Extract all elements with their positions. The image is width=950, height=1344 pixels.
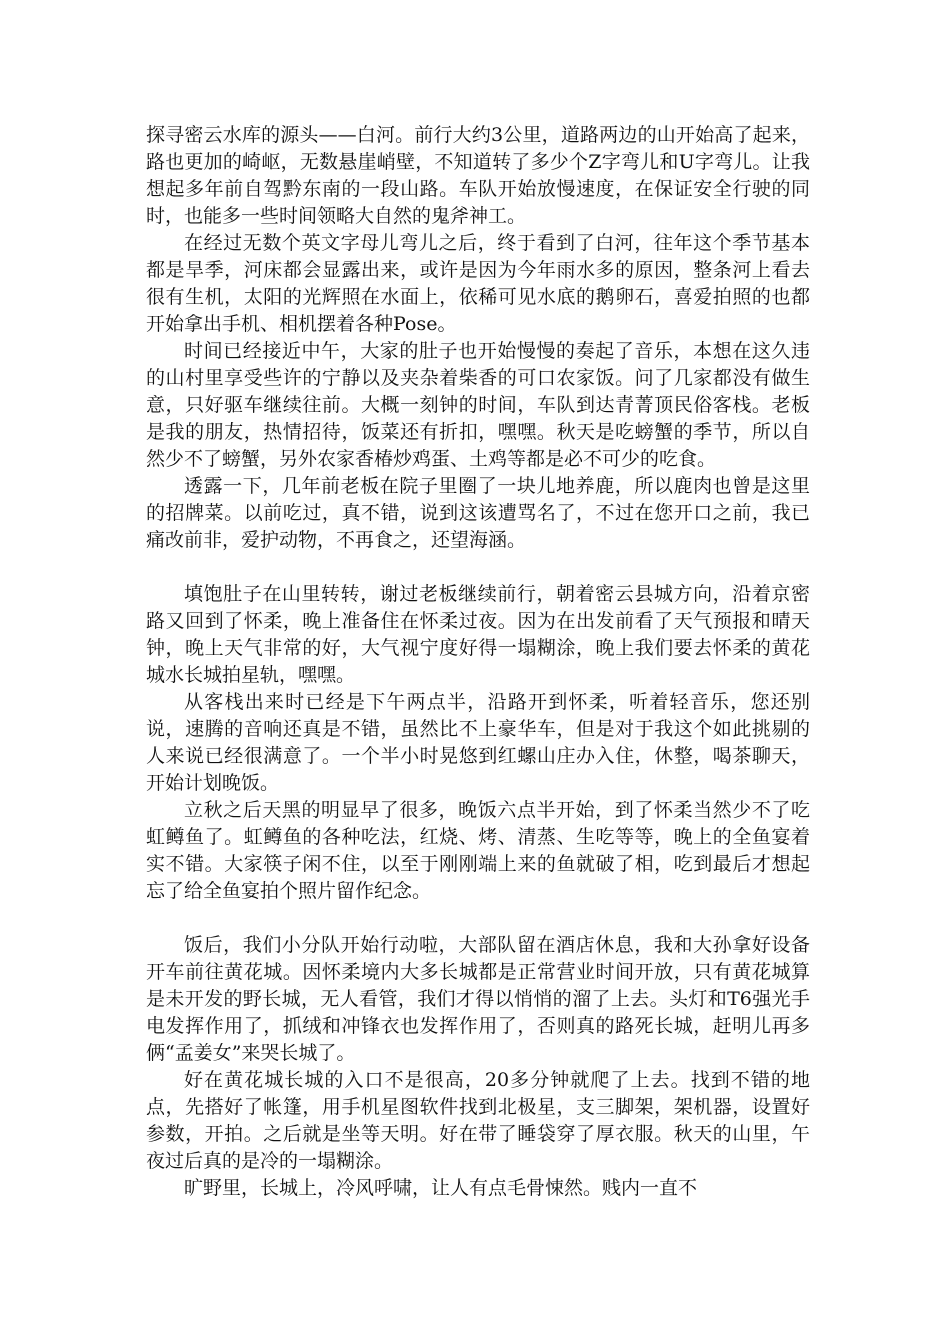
paragraph-6: 从客栈出来时已经是下午两点半，沿路开到怀柔，听着轻音乐，您还别说，速腾的音响还真是不错，虽然比不上豪华车，但是对于我这个如此挑剔的人来说已经很满意了。一个半小时晃悠到红螺山庄办入住，休整，喝茶聊天，开始计划晚饭。 <box>146 691 810 794</box>
paragraph-8: 饭后，我们小分队开始行动啦，大部队留在酒店休息，我和大孙拿好设备开车前往黄花城。因怀柔境内大多长城都是正常营业时间开放，只有黄花城算是未开发的野长城，无人看管，我们才得以悄悄的溜了上去。头灯和T6强光手电发挥作用了，抓绒和冲锋衣也发挥作用了，否则真的路死长城，赶明儿再多俩“孟姜女”来哭长城了。 <box>146 934 810 1064</box>
paragraph-3: 时间已经接近中午，大家的肚子也开始慢慢的奏起了音乐，本想在这久违的山村里享受些许的宁静以及夹杂着柴香的可口农家饭。问了几家都没有做生意，只好驱车继续往前。大概一刻钟的时间，车队到达青菁顶民俗客栈。老板是我的朋友，热情招待，饭菜还有折扣，嘿嘿。秋天是吃螃蟹的季节，所以自然少不了螃蟹，另外农家香椿炒鸡蛋、土鸡等都是必不可少的吃食。 <box>146 340 810 470</box>
paragraph-5: 填饱肚子在山里转转，谢过老板继续前行，朝着密云县城方向，沿着京密路又回到了怀柔，晚上准备住在怀柔过夜。因为在出发前看了天气预报和晴天钟，晚上天气非常的好，大气视宁度好得一塌糊涂，晚上我们要去怀柔的黄花城水长城拍星轨，嘿嘿。 <box>146 583 810 686</box>
paragraph-7: 立秋之后天黑的明显早了很多，晚饭六点半开始，到了怀柔当然少不了吃虹鳟鱼了。虹鳟鱼的各种吃法，红烧、烤、清蒸、生吃等等，晚上的全鱼宴着实不错。大家筷子闲不住，以至于刚刚端上来的鱼就破了相，吃到最后才想起忘了给全鱼宴拍个照片留作纪念。 <box>146 799 810 902</box>
paragraph-4: 透露一下，几年前老板在院子里圈了一块儿地养鹿，所以鹿肉也曾是这里的招牌菜。以前吃过，真不错，说到这该遭骂名了，不过在您开口之前，我已痛改前非，爱护动物，不再食之，还望海涵。 <box>146 475 810 551</box>
paragraph-10: 旷野里，长城上，冷风呼啸，让人有点毛骨悚然。贱内一直不 <box>184 1177 698 1199</box>
paragraph-9: 好在黄花城长城的入口不是很高，20多分钟就爬了上去。找到不错的地点，先搭好了帐篷，用手机星图软件找到北极星，支三脚架，架机器，设置好参数，开拍。之后就是坐等天明。好在带了睡袋穿了厚衣服。秋天的山里，午夜过后真的是冷的一塌糊涂。 <box>146 1069 810 1172</box>
section-spacer <box>146 905 810 932</box>
paragraph-1: 探寻密云水库的源头——白河。前行大约3公里，道路两边的山开始高了起来，路也更加的崎岖，无数悬崖峭壁，不知道转了多少个Z字弯儿和U字弯儿。让我想起多年前自驾黔东南的一段山路。车队开始放慢速度，在保证安全行驶的同时，也能多一些时间领略大自然的鬼斧神工。 <box>146 124 810 227</box>
document-body <box>146 122 810 1202</box>
section-spacer <box>146 554 810 581</box>
paragraph-2: 在经过无数个英文字母儿弯儿之后，终于看到了白河，往年这个季节基本都是旱季，河床都会显露出来，或许是因为今年雨水多的原因，整条河上看去很有生机，太阳的光辉照在水面上，依稀可见水底的鹅卵石，喜爱拍照的也都开始拿出手机、相机摆着各种Pose。 <box>146 232 810 335</box>
